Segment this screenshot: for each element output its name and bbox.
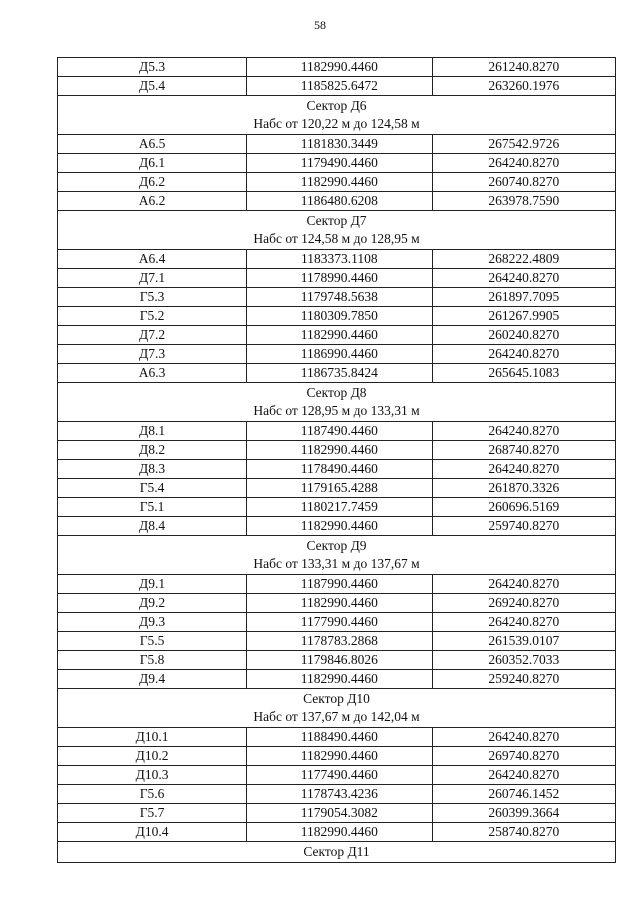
point-row bbox=[58, 479, 616, 498]
x-coordinate-cell: 1179846.8026 bbox=[247, 651, 432, 670]
coordinates-table-body bbox=[58, 58, 616, 863]
y-coordinate-cell: 260240.8270 bbox=[432, 326, 615, 345]
y-coordinate-cell: 264240.8270 bbox=[432, 766, 615, 785]
point-name-cell: Д8.1 bbox=[58, 422, 247, 441]
x-coordinate-cell: 1178490.4460 bbox=[247, 460, 432, 479]
point-name-cell: Д8.2 bbox=[58, 441, 247, 460]
sector-title: Сектор Д11 bbox=[303, 844, 370, 859]
sector-header bbox=[58, 96, 616, 135]
sector-height-range: Набс от 124,58 м до 128,95 м bbox=[253, 231, 420, 246]
point-row bbox=[58, 517, 616, 536]
x-coordinate-cell: 1180309.7850 bbox=[247, 307, 432, 326]
x-coordinate-cell: 1177490.4460 bbox=[247, 766, 432, 785]
y-coordinate-cell: 260399.3664 bbox=[432, 804, 615, 823]
x-coordinate-cell: 1180217.7459 bbox=[247, 498, 432, 517]
sector-header-row bbox=[58, 536, 616, 575]
sector-height-range: Набс от 133,31 м до 137,67 м bbox=[253, 556, 420, 571]
x-coordinate-cell: 1179748.5638 bbox=[247, 288, 432, 307]
point-row bbox=[58, 632, 616, 651]
sector-title: Сектор Д9 bbox=[306, 538, 367, 553]
y-coordinate-cell: 261539.0107 bbox=[432, 632, 615, 651]
point-row bbox=[58, 651, 616, 670]
point-row bbox=[58, 594, 616, 613]
point-name-cell: Д10.2 bbox=[58, 747, 247, 766]
x-coordinate-cell: 1182990.4460 bbox=[247, 747, 432, 766]
y-coordinate-cell: 264240.8270 bbox=[432, 460, 615, 479]
y-coordinate-cell: 268222.4809 bbox=[432, 250, 615, 269]
y-coordinate-cell: 263260.1976 bbox=[432, 77, 615, 96]
x-coordinate-cell: 1185825.6472 bbox=[247, 77, 432, 96]
point-row bbox=[58, 670, 616, 689]
point-row bbox=[58, 269, 616, 288]
sector-header bbox=[58, 842, 616, 863]
point-name-cell: Д8.3 bbox=[58, 460, 247, 479]
x-coordinate-cell: 1178743.4236 bbox=[247, 785, 432, 804]
sector-height-range: Набс от 128,95 м до 133,31 м bbox=[253, 403, 420, 418]
sector-header-row bbox=[58, 689, 616, 728]
point-row bbox=[58, 747, 616, 766]
point-name-cell: А6.2 bbox=[58, 192, 247, 211]
y-coordinate-cell: 263978.7590 bbox=[432, 192, 615, 211]
point-row bbox=[58, 498, 616, 517]
y-coordinate-cell: 261870.3326 bbox=[432, 479, 615, 498]
y-coordinate-cell: 261240.8270 bbox=[432, 58, 615, 77]
point-name-cell: Г5.8 bbox=[58, 651, 247, 670]
point-name-cell: Г5.1 bbox=[58, 498, 247, 517]
y-coordinate-cell: 265645.1083 bbox=[432, 364, 615, 383]
x-coordinate-cell: 1186735.8424 bbox=[247, 364, 432, 383]
point-row bbox=[58, 823, 616, 842]
point-name-cell: А6.3 bbox=[58, 364, 247, 383]
sector-title: Сектор Д7 bbox=[306, 213, 367, 228]
point-name-cell: Д8.4 bbox=[58, 517, 247, 536]
sector-header bbox=[58, 689, 616, 728]
point-name-cell: Д9.4 bbox=[58, 670, 247, 689]
y-coordinate-cell: 267542.9726 bbox=[432, 135, 615, 154]
y-coordinate-cell: 264240.8270 bbox=[432, 728, 615, 747]
x-coordinate-cell: 1181830.3449 bbox=[247, 135, 432, 154]
sector-title: Сектор Д8 bbox=[306, 385, 367, 400]
y-coordinate-cell: 264240.8270 bbox=[432, 269, 615, 288]
point-name-cell: Д6.2 bbox=[58, 173, 247, 192]
point-row bbox=[58, 364, 616, 383]
x-coordinate-cell: 1182990.4460 bbox=[247, 517, 432, 536]
point-row bbox=[58, 326, 616, 345]
x-coordinate-cell: 1186990.4460 bbox=[247, 345, 432, 364]
x-coordinate-cell: 1182990.4460 bbox=[247, 670, 432, 689]
point-row bbox=[58, 307, 616, 326]
point-name-cell: Г5.3 bbox=[58, 288, 247, 307]
point-row bbox=[58, 422, 616, 441]
x-coordinate-cell: 1179490.4460 bbox=[247, 154, 432, 173]
point-name-cell: Г5.6 bbox=[58, 785, 247, 804]
point-name-cell: Д9.2 bbox=[58, 594, 247, 613]
point-name-cell: Д5.4 bbox=[58, 77, 247, 96]
sector-header bbox=[58, 536, 616, 575]
point-row bbox=[58, 173, 616, 192]
point-row bbox=[58, 575, 616, 594]
point-name-cell: Г5.2 bbox=[58, 307, 247, 326]
y-coordinate-cell: 259740.8270 bbox=[432, 517, 615, 536]
sector-title: Сектор Д6 bbox=[306, 98, 367, 113]
point-name-cell: Д5.3 bbox=[58, 58, 247, 77]
y-coordinate-cell: 259240.8270 bbox=[432, 670, 615, 689]
point-row bbox=[58, 345, 616, 364]
point-row bbox=[58, 728, 616, 747]
point-name-cell: Д7.2 bbox=[58, 326, 247, 345]
point-name-cell: Г5.4 bbox=[58, 479, 247, 498]
sector-header-row bbox=[58, 96, 616, 135]
page-number: 58 bbox=[314, 18, 326, 32]
point-row bbox=[58, 804, 616, 823]
point-row bbox=[58, 766, 616, 785]
x-coordinate-cell: 1182990.4460 bbox=[247, 594, 432, 613]
x-coordinate-cell: 1182990.4460 bbox=[247, 326, 432, 345]
point-name-cell: Д9.3 bbox=[58, 613, 247, 632]
point-row bbox=[58, 58, 616, 77]
sector-header bbox=[58, 383, 616, 422]
x-coordinate-cell: 1183373.1108 bbox=[247, 250, 432, 269]
y-coordinate-cell: 269740.8270 bbox=[432, 747, 615, 766]
x-coordinate-cell: 1178990.4460 bbox=[247, 269, 432, 288]
x-coordinate-cell: 1182990.4460 bbox=[247, 173, 432, 192]
sector-title: Сектор Д10 bbox=[303, 691, 370, 706]
point-row bbox=[58, 77, 616, 96]
y-coordinate-cell: 260352.7033 bbox=[432, 651, 615, 670]
point-name-cell: Д10.1 bbox=[58, 728, 247, 747]
y-coordinate-cell: 260746.1452 bbox=[432, 785, 615, 804]
y-coordinate-cell: 264240.8270 bbox=[432, 575, 615, 594]
point-row bbox=[58, 192, 616, 211]
point-row bbox=[58, 785, 616, 804]
point-name-cell: Д7.1 bbox=[58, 269, 247, 288]
y-coordinate-cell: 264240.8270 bbox=[432, 154, 615, 173]
point-name-cell: Г5.7 bbox=[58, 804, 247, 823]
y-coordinate-cell: 264240.8270 bbox=[432, 613, 615, 632]
point-name-cell: Д7.3 bbox=[58, 345, 247, 364]
y-coordinate-cell: 260696.5169 bbox=[432, 498, 615, 517]
y-coordinate-cell: 258740.8270 bbox=[432, 823, 615, 842]
point-name-cell: Д10.4 bbox=[58, 823, 247, 842]
sector-height-range: Набс от 120,22 м до 124,58 м bbox=[253, 116, 420, 131]
y-coordinate-cell: 269240.8270 bbox=[432, 594, 615, 613]
y-coordinate-cell: 261267.9905 bbox=[432, 307, 615, 326]
point-row bbox=[58, 460, 616, 479]
x-coordinate-cell: 1188490.4460 bbox=[247, 728, 432, 747]
point-name-cell: А6.4 bbox=[58, 250, 247, 269]
x-coordinate-cell: 1177990.4460 bbox=[247, 613, 432, 632]
x-coordinate-cell: 1186480.6208 bbox=[247, 192, 432, 211]
x-coordinate-cell: 1179054.3082 bbox=[247, 804, 432, 823]
point-name-cell: Д6.1 bbox=[58, 154, 247, 173]
x-coordinate-cell: 1182990.4460 bbox=[247, 441, 432, 460]
x-coordinate-cell: 1187990.4460 bbox=[247, 575, 432, 594]
point-row bbox=[58, 135, 616, 154]
sector-height-range: Набс от 137,67 м до 142,04 м bbox=[253, 709, 420, 724]
x-coordinate-cell: 1178783.2868 bbox=[247, 632, 432, 651]
point-name-cell: Г5.5 bbox=[58, 632, 247, 651]
sector-header-row bbox=[58, 842, 616, 863]
y-coordinate-cell: 261897.7095 bbox=[432, 288, 615, 307]
x-coordinate-cell: 1182990.4460 bbox=[247, 58, 432, 77]
x-coordinate-cell: 1179165.4288 bbox=[247, 479, 432, 498]
point-row bbox=[58, 250, 616, 269]
y-coordinate-cell: 268740.8270 bbox=[432, 441, 615, 460]
point-row bbox=[58, 441, 616, 460]
point-row bbox=[58, 288, 616, 307]
point-row bbox=[58, 154, 616, 173]
sector-header-row bbox=[58, 211, 616, 250]
point-name-cell: Д10.3 bbox=[58, 766, 247, 785]
x-coordinate-cell: 1182990.4460 bbox=[247, 823, 432, 842]
sector-header-row bbox=[58, 383, 616, 422]
point-name-cell: А6.5 bbox=[58, 135, 247, 154]
point-name-cell: Д9.1 bbox=[58, 575, 247, 594]
y-coordinate-cell: 264240.8270 bbox=[432, 345, 615, 364]
sector-header bbox=[58, 211, 616, 250]
x-coordinate-cell: 1187490.4460 bbox=[247, 422, 432, 441]
coordinates-table bbox=[57, 57, 616, 863]
point-row bbox=[58, 613, 616, 632]
y-coordinate-cell: 264240.8270 bbox=[432, 422, 615, 441]
y-coordinate-cell: 260740.8270 bbox=[432, 173, 615, 192]
